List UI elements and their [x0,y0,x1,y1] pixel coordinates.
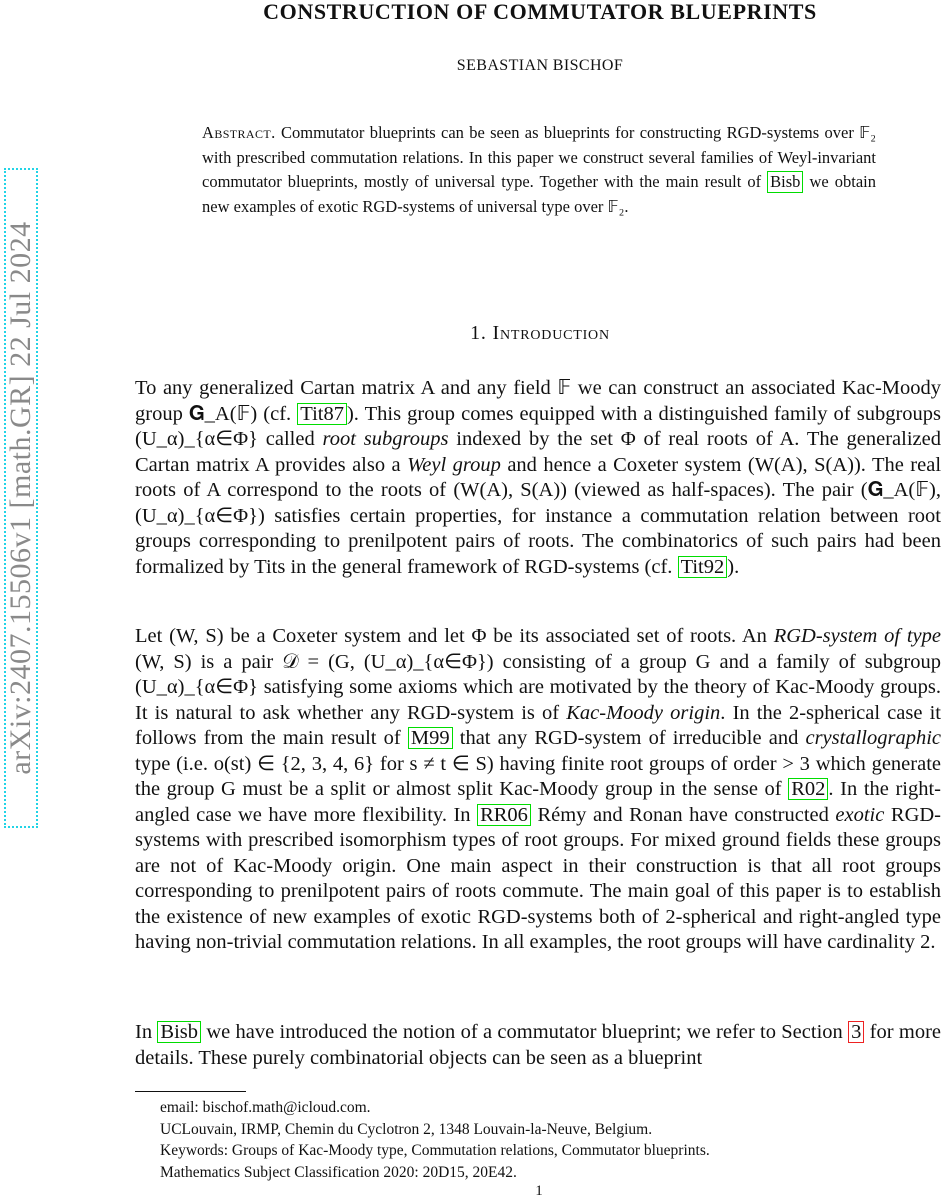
abstract-text: Commutator blueprints can be seen as blueprints for constructing RGD-systems over 𝔽₂ with prescribed commutation relations. In this paper we construct several families of Weyl-invariant commutator blueprints, mostly of universal type. Together with the main result of [202,123,876,191]
arxiv-identifier: arXiv:2407.15506v1 [math.GR] 22 Jul 2024 [4,221,37,775]
citation-link[interactable]: Tit92 [678,556,728,578]
paragraph-text: RGD-systems with prescribed isomorphism types of root groups. For mixed ground fields these groups are not of Kac-Moody origin. One main aspect in their construction is that all root groups corresponding to prenilpotent pairs of roots commute. The main goal of this paper is to establish the existence of new examples of exotic RGD-systems both of 2-spherical and right-angled type having non-trivial commutation relations. In all examples, the root groups will have cardinality 2. [135,803,941,953]
body-paragraph [135,1020,941,1071]
citation-link[interactable]: Bisb [767,171,803,193]
paragraph-text: Let (W, S) be a Coxeter system and let Φ be its associated set of roots. An [135,625,774,647]
paragraph-text: we have introduced the notion of a commutator blueprint; we refer to Section [201,1021,849,1043]
footnote-address: UCLouvain, IRMP, Chemin du Cyclotron 2, 1348 Louvain-la-Neuve, Belgium. [160,1120,653,1138]
citation-link[interactable]: Bisb [157,1021,201,1043]
abstract-text: we obtain new examples of exotic RGD-systems of universal type over 𝔽₂. [202,172,876,216]
paragraph-text: ). [727,555,740,578]
abstract-label: Abstract. [202,123,276,142]
page-number: 1 [535,1183,543,1199]
paragraph-text: In [135,1021,158,1043]
emphasized-term: exotic [835,803,885,826]
body-paragraph [135,376,941,580]
paragraph-text: indexed by the set Φ of real roots of A. The generalized Cartan matrix A provides also a [135,428,941,476]
paragraph-text: To any generalized Cartan matrix A and any field 𝔽 we can construct an associated Kac-Moody group 𝐆_A(𝔽) (cf. [135,377,941,425]
body-paragraph [135,624,941,956]
citation-link[interactable]: RR06 [477,804,531,826]
footnotes [160,1097,920,1183]
paragraph-text: . In the 2-spherical case it follows from the main result of [135,701,941,749]
emphasized-term: Kac-Moody origin [566,701,721,724]
paragraph-text: that any RGD-system of irreducible and [452,727,806,749]
author-name: SEBASTIAN BISCHOF [456,57,624,74]
emphasized-term: crystallographic [805,727,941,749]
footnote-divider [135,1091,246,1092]
paragraph-text: and hence a Coxeter system (W(A), S(A)). The real roots of A correspond to the roots of (W(A), S(A)) (viewed as half-spaces). The pair (𝐆_A(𝔽), (U_α)_{α∈Φ}) satisfies certain properties, for instance a commutation relation between root groups corresponding to prenilpotent pairs of roots. The combinatorics of such pairs had been formalized by Tits in the general framework of RGD-systems (cf. [135,453,942,578]
footnote-msc: Mathematics Subject Classification 2020: 20D15, 20E42. [160,1163,517,1181]
citation-link[interactable]: M99 [408,727,453,749]
section-reference-link[interactable]: 3 [848,1021,864,1043]
footnote-email: email: bischof.math@icloud.com. [160,1099,371,1116]
citation-link[interactable]: Tit87 [297,403,347,425]
abstract [202,121,876,219]
emphasized-term: RGD-system of type [773,625,941,647]
section-heading: 1. Introduction [470,322,610,344]
citation-link[interactable]: R02 [788,778,828,800]
paragraph-text: type (i.e. o(st) ∈ {2, 3, 4, 6} for s ≠ t ∈ S) having finite root groups of order > 3 which generate the group G must be a split or almost split Kac-Moody group in the sense of [135,752,941,800]
footnote-keywords: Keywords: Groups of Kac-Moody type, Commutation relations, Commutator blueprints. [160,1142,710,1159]
arxiv-stamp-link[interactable] [4,168,38,828]
paragraph-text: (W, S) is a pair 𝒟 = (G, (U_α)_{α∈Φ}) consisting of a group G and a family of subgroup (U_α)_{α∈Φ} satisfying some axioms which are motivated by the theory of Kac-Moody groups. It is natural to ask whether any RGD-system is of [135,650,941,724]
paragraph-text: . In the right-angled case we have more flexibility. In [135,778,941,826]
paragraph-text: for more details. These purely combinatorial objects can be seen as a blueprint [135,1021,941,1069]
paper-title: CONSTRUCTION OF COMMUTATOR BLUEPRINTS [263,0,817,24]
emphasized-term: root subgroups [322,428,449,450]
paragraph-text: Rémy and Ronan have constructed [530,803,836,826]
paragraph-text: ). This group comes equipped with a distinguished family of subgroups (U_α)_{α∈Φ} called [135,402,942,450]
emphasized-term: Weyl group [407,453,501,476]
